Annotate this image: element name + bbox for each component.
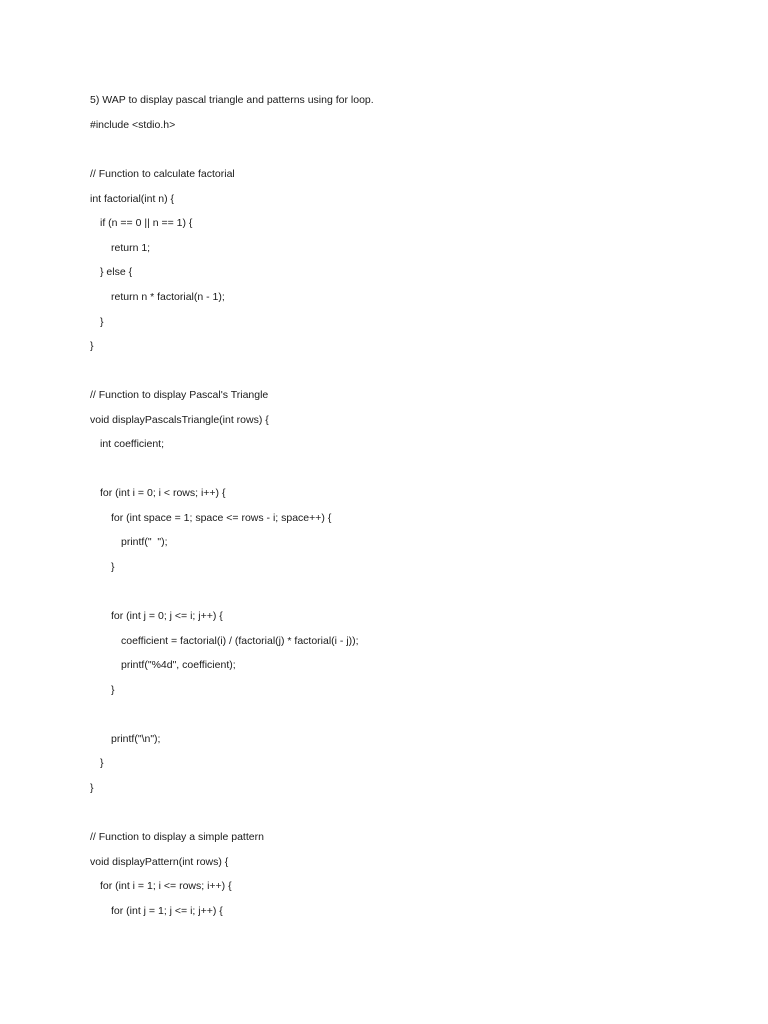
code-line: } xyxy=(111,561,115,573)
code-line: if (n == 0 || n == 1) { xyxy=(100,217,193,229)
code-line: int factorial(int n) { xyxy=(90,193,175,205)
code-line: void displayPascalsTriangle(int rows) { xyxy=(90,414,269,426)
code-line: coefficient = factorial(i) / (factorial(j) * factorial(i - j)); xyxy=(121,635,359,647)
code-line-comment: // Function to display Pascal's Triangle xyxy=(90,389,269,401)
code-line: for (int space = 1; space <= rows - i; space++) { xyxy=(111,512,332,524)
code-line: printf("\n"); xyxy=(111,733,161,745)
code-line: printf(" "); xyxy=(121,536,168,548)
code-line-include: #include <stdio.h> xyxy=(90,119,176,131)
code-line: int coefficient; xyxy=(100,438,165,450)
code-line-comment: // Function to display a simple pattern xyxy=(90,831,264,843)
code-line: return 1; xyxy=(111,242,151,254)
code-line: void displayPattern(int rows) { xyxy=(90,856,229,868)
code-line: } else { xyxy=(100,266,133,278)
document-heading: 5) WAP to display pascal triangle and patterns using for loop. xyxy=(90,94,374,106)
code-line: } xyxy=(111,684,115,696)
code-line: } xyxy=(100,757,104,769)
code-line: } xyxy=(90,782,94,794)
code-line: } xyxy=(90,340,94,352)
code-line: for (int j = 0; j <= i; j++) { xyxy=(111,610,223,622)
code-line: for (int i = 0; i < rows; i++) { xyxy=(100,487,226,499)
code-line: for (int i = 1; i <= rows; i++) { xyxy=(100,880,232,892)
code-line: return n * factorial(n - 1); xyxy=(111,291,225,303)
code-line: printf("%4d", coefficient); xyxy=(121,659,236,671)
code-line: for (int j = 1; j <= i; j++) { xyxy=(111,905,223,917)
code-line: } xyxy=(100,316,104,328)
code-line-comment: // Function to calculate factorial xyxy=(90,168,235,180)
